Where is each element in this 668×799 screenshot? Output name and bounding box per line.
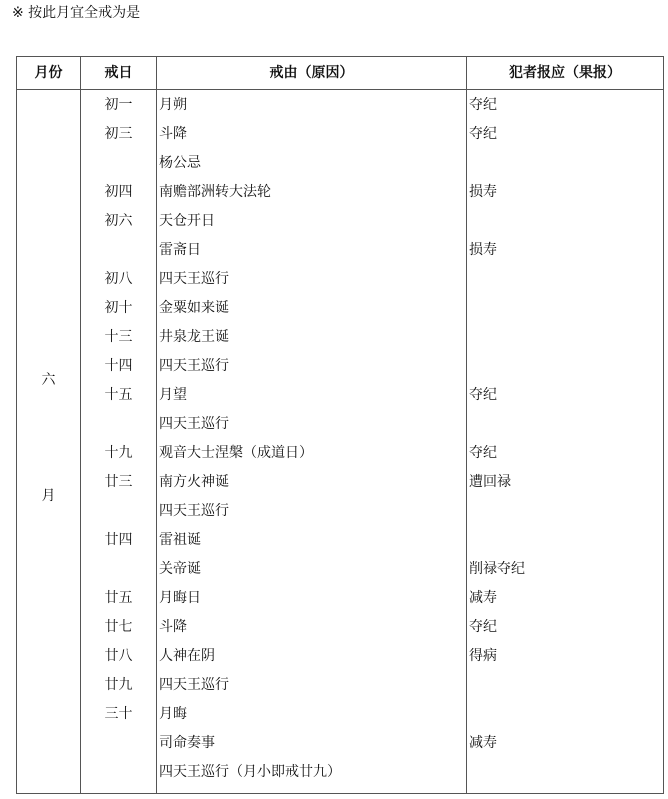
reason-cell: 四天王巡行	[159, 416, 229, 432]
reason-cell: 月晦	[159, 706, 187, 722]
result-cell	[469, 700, 659, 729]
reason-cell: 南赡部洲转大法轮	[159, 184, 271, 200]
result-cell: 损寿	[469, 242, 497, 258]
result-cell: 减寿	[469, 590, 497, 606]
result-cell	[469, 207, 659, 236]
table-row	[17, 410, 663, 439]
day-cell: 廿四	[104, 532, 133, 548]
reason-cell: 南方火神诞	[159, 474, 229, 490]
table-row	[17, 584, 663, 613]
day-cell: 十九	[104, 445, 133, 461]
month-char: 六	[41, 372, 56, 388]
table-row	[17, 265, 663, 294]
reason-cell: 人神在阴	[159, 648, 215, 664]
table-row	[17, 555, 663, 584]
reason-cell: 雷祖诞	[159, 532, 201, 548]
day-cell: 廿七	[104, 619, 133, 635]
day-cell: 廿九	[104, 677, 133, 693]
reason-cell: 斗降	[159, 126, 187, 142]
header-divider	[17, 89, 663, 90]
result-cell: 夺纪	[469, 126, 497, 142]
result-cell: 得病	[469, 648, 497, 664]
result-cell	[469, 265, 659, 294]
table-row	[17, 149, 663, 178]
day-cell: 十四	[104, 358, 133, 374]
result-cell	[469, 497, 659, 526]
result-cell: 削禄夺纪	[469, 561, 525, 577]
table-row	[17, 207, 663, 236]
day-cell	[81, 410, 156, 439]
table-row	[17, 729, 663, 758]
result-cell	[469, 410, 659, 439]
result-cell	[469, 352, 659, 381]
reason-cell: 四天王巡行	[159, 271, 229, 287]
reason-cell: 月朔	[159, 97, 187, 113]
reason-cell: 月晦日	[159, 590, 201, 606]
month-char: 月	[41, 488, 56, 504]
day-cell: 初三	[104, 126, 133, 142]
day-cell: 三十	[104, 706, 133, 722]
day-cell	[81, 555, 156, 584]
day-cell	[81, 236, 156, 265]
table-row	[17, 642, 663, 671]
table-row	[17, 294, 663, 323]
reason-cell: 井泉龙王诞	[159, 329, 229, 345]
reason-cell: 四天王巡行	[159, 677, 229, 693]
reason-cell: 杨公忌	[159, 155, 201, 171]
result-cell	[469, 526, 659, 555]
table-row	[17, 120, 663, 149]
day-cell: 十三	[104, 329, 133, 345]
day-cell	[81, 497, 156, 526]
result-cell: 减寿	[469, 735, 497, 751]
reason-cell: 四天王巡行	[159, 503, 229, 519]
table-row	[17, 758, 663, 787]
table-row	[17, 468, 663, 497]
reason-cell: 金粟如来诞	[159, 300, 229, 316]
day-cell: 廿三	[104, 474, 133, 490]
reason-cell: 四天王巡行（月小即戒廿九）	[159, 764, 341, 780]
table-row	[17, 352, 663, 381]
result-cell	[469, 323, 659, 352]
reason-cell: 司命奏事	[159, 735, 215, 751]
result-cell: 夺纪	[469, 97, 497, 113]
reason-cell: 斗降	[159, 619, 187, 635]
result-cell	[469, 671, 659, 700]
header-day: 戒日	[104, 65, 133, 81]
day-cell: 初一	[104, 97, 133, 113]
result-cell	[469, 149, 659, 178]
result-cell: 遭回禄	[469, 474, 511, 490]
header-result: 犯者报应（果报）	[509, 65, 621, 81]
precept-table	[16, 56, 664, 794]
reason-cell: 月望	[159, 387, 187, 403]
table-row	[17, 497, 663, 526]
reason-cell: 天仓开日	[159, 213, 215, 229]
table-row	[17, 91, 663, 120]
day-cell	[81, 149, 156, 178]
table-row	[17, 323, 663, 352]
result-cell: 夺纪	[469, 387, 497, 403]
day-cell: 十五	[104, 387, 133, 403]
header-reason: 戒由（原因）	[269, 65, 354, 81]
day-cell: 廿八	[104, 648, 133, 664]
reason-cell: 关帝诞	[159, 561, 201, 577]
result-cell	[469, 758, 659, 787]
reason-cell: 雷斋日	[159, 242, 201, 258]
result-cell: 损寿	[469, 184, 497, 200]
table-row	[17, 381, 663, 410]
header-month: 月份	[34, 65, 63, 81]
table-row	[17, 439, 663, 468]
result-cell	[469, 294, 659, 323]
day-cell: 廿五	[104, 590, 133, 606]
table-row	[17, 613, 663, 642]
table-row	[17, 671, 663, 700]
table-row	[17, 236, 663, 265]
result-cell: 夺纪	[469, 619, 497, 635]
day-cell: 初十	[104, 300, 133, 316]
note-text: ※ 按此月宜全戒为是	[12, 5, 141, 21]
reason-cell: 四天王巡行	[159, 358, 229, 374]
day-cell: 初四	[104, 184, 133, 200]
day-cell: 初六	[104, 213, 133, 229]
table-row	[17, 700, 663, 729]
reason-cell: 观音大士涅槃（成道日）	[159, 445, 313, 461]
table-row	[17, 178, 663, 207]
day-cell	[81, 729, 156, 758]
result-cell: 夺纪	[469, 445, 497, 461]
table-row	[17, 526, 663, 555]
day-cell	[81, 758, 156, 787]
day-cell: 初八	[104, 271, 133, 287]
